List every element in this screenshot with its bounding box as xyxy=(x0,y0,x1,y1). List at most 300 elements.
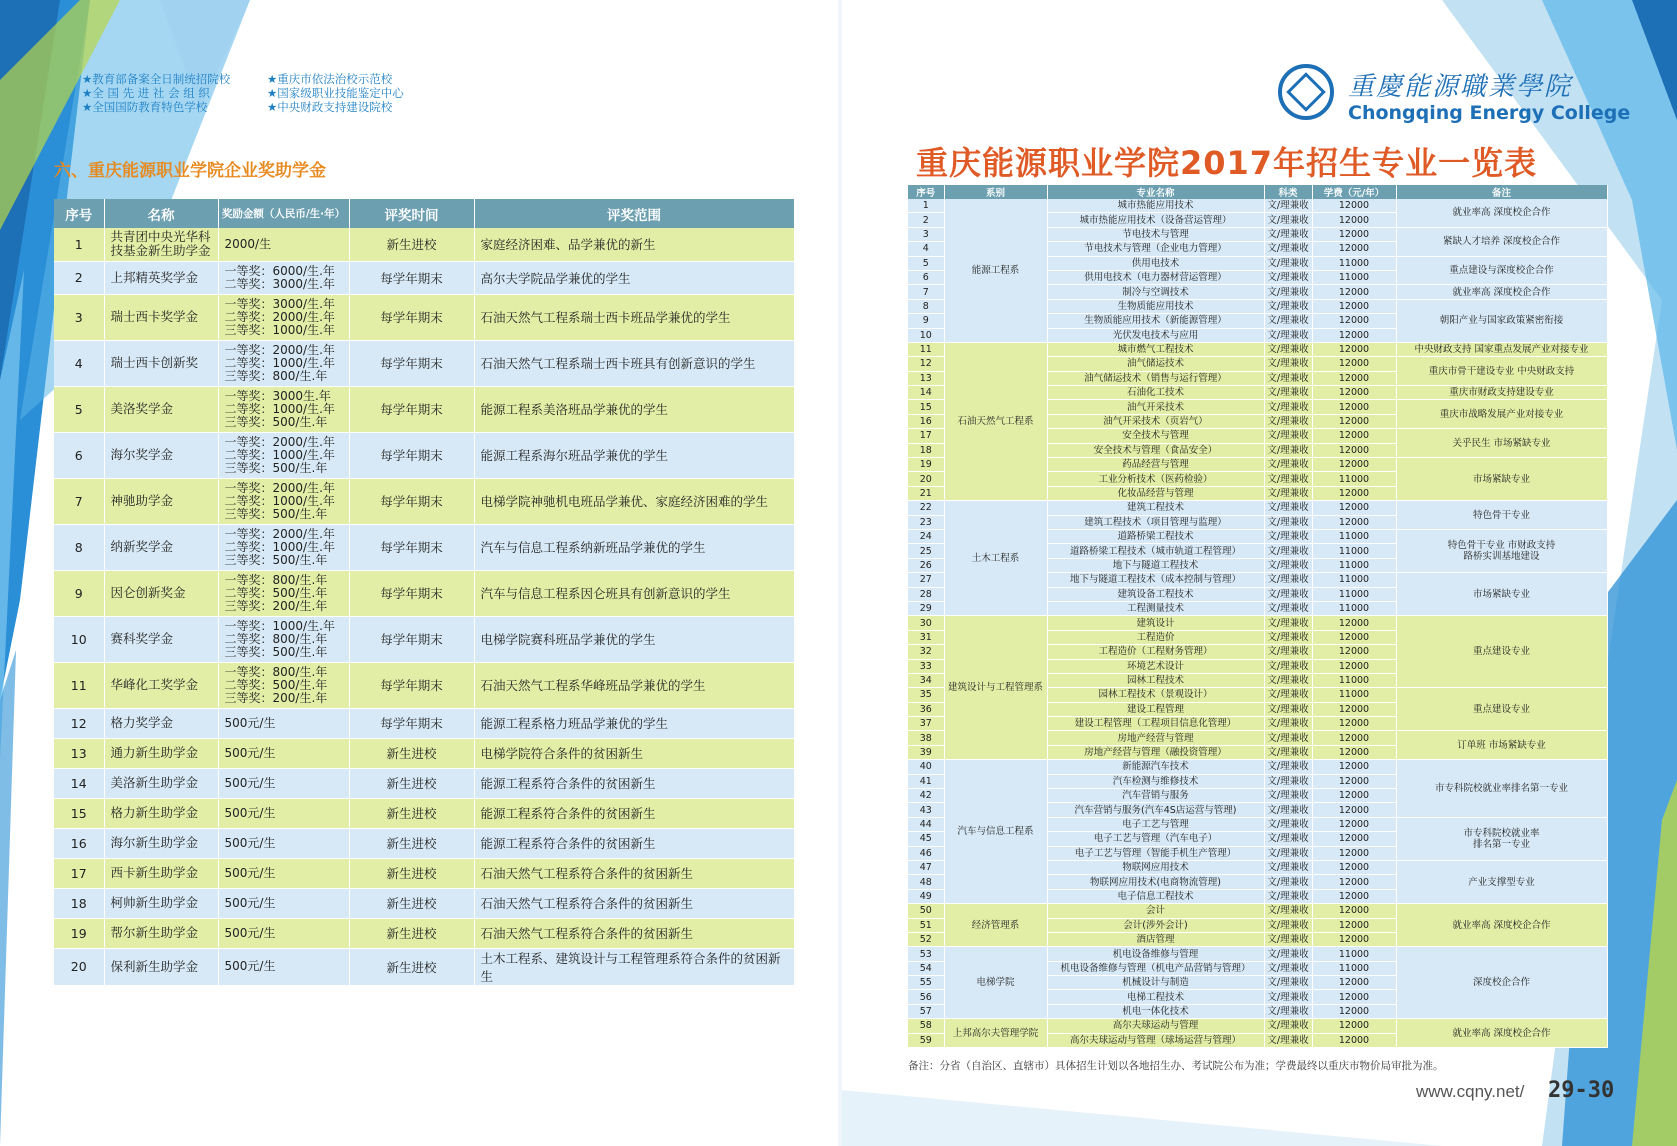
cell-no: 39 xyxy=(908,745,944,759)
cell-tuition: 12000 xyxy=(1312,616,1396,630)
cell-department: 土木工程系 xyxy=(944,501,1047,616)
cell-category: 文/理兼收 xyxy=(1264,429,1312,443)
table-row xyxy=(54,768,794,798)
cell-major: 地下与隧道工程技术 xyxy=(1047,558,1264,572)
cell-department: 电梯学院 xyxy=(944,947,1047,1019)
cell-category: 文/理兼收 xyxy=(1264,1019,1312,1033)
table-row xyxy=(54,738,794,768)
cell-note: 重点建设专业 xyxy=(1396,688,1607,731)
cell-no: 22 xyxy=(908,501,944,515)
cell-major: 物联网应用技术 xyxy=(1047,860,1264,874)
cell-no: 37 xyxy=(908,717,944,731)
cell-major: 电子信息工程技术 xyxy=(1047,889,1264,903)
cell-major: 汽车营销与服务(汽车4S店运营与管理) xyxy=(1047,803,1264,817)
cell-no: 7 xyxy=(908,285,944,299)
cell-note: 重庆市财政支持建设专业 xyxy=(1396,386,1607,400)
cell-tuition: 12000 xyxy=(1312,501,1396,515)
header-name: 名称 xyxy=(104,199,218,228)
cell-time: 每学年期末 xyxy=(349,616,474,662)
table-row xyxy=(54,798,794,828)
cell-category: 文/理兼收 xyxy=(1264,860,1312,874)
cell-no: 16 xyxy=(54,828,104,858)
cell-no: 40 xyxy=(908,760,944,774)
cell-major: 节电技术与管理 xyxy=(1047,227,1264,241)
cell-major: 电子工艺与管理（汽车电子） xyxy=(1047,832,1264,846)
cell-category: 文/理兼收 xyxy=(1264,501,1312,515)
cell-amount: 500元/生 xyxy=(218,828,349,858)
table-row xyxy=(908,1019,1607,1033)
cell-no: 20 xyxy=(54,948,104,985)
cell-major: 汽车检测与维修技术 xyxy=(1047,774,1264,788)
website-url[interactable]: www.cqny.net/ xyxy=(1416,1082,1525,1101)
cell-no: 21 xyxy=(908,486,944,500)
cell-no: 11 xyxy=(908,342,944,356)
cell-no: 3 xyxy=(908,227,944,241)
cell-scope: 能源工程系美洛班品学兼优的学生 xyxy=(474,386,794,432)
cell-scope: 电梯学院神驰机电班品学兼优、家庭经济困难的学生 xyxy=(474,478,794,524)
cell-name: 赛科奖学金 xyxy=(104,616,218,662)
honor-item: ★全 国 先 进 社 会 组 织 xyxy=(82,86,210,100)
college-emblem-icon xyxy=(1278,64,1334,120)
cell-major: 城市热能应用技术（设备营运管理） xyxy=(1047,213,1264,227)
cell-major: 道路桥梁工程技术 xyxy=(1047,529,1264,543)
cell-major: 油气储运技术（销售与运行管理） xyxy=(1047,371,1264,385)
cell-tuition: 12000 xyxy=(1312,846,1396,860)
cell-no: 59 xyxy=(908,1033,944,1047)
cell-no: 8 xyxy=(908,299,944,313)
cell-major: 石油化工技术 xyxy=(1047,386,1264,400)
cell-no: 6 xyxy=(54,432,104,478)
cell-no: 34 xyxy=(908,673,944,687)
cell-major: 机电设备维修与管理 xyxy=(1047,947,1264,961)
cell-no: 58 xyxy=(908,1019,944,1033)
cell-note: 产业支撑型专业 xyxy=(1396,860,1607,903)
cell-scope: 电梯学院符合条件的贫困新生 xyxy=(474,738,794,768)
cell-scope: 电梯学院赛科班品学兼优的学生 xyxy=(474,616,794,662)
table-row xyxy=(54,294,794,340)
header-category: 科类 xyxy=(1264,185,1312,199)
cell-tuition: 11000 xyxy=(1312,256,1396,270)
cell-no: 24 xyxy=(908,529,944,543)
cell-amount: 500元/生 xyxy=(218,888,349,918)
cell-name: 华峰化工奖学金 xyxy=(104,662,218,708)
cell-no: 16 xyxy=(908,414,944,428)
cell-no: 3 xyxy=(54,294,104,340)
cell-scope: 能源工程系海尔班品学兼优的学生 xyxy=(474,432,794,478)
cell-no: 11 xyxy=(54,662,104,708)
cell-major: 建筑设计 xyxy=(1047,616,1264,630)
logo-chinese-name: 重慶能源職業學院 xyxy=(1348,72,1573,102)
cell-major: 供用电技术（电力器材营运管理） xyxy=(1047,270,1264,284)
table-row xyxy=(54,662,794,708)
table-header-row xyxy=(54,199,794,228)
cell-no: 17 xyxy=(54,858,104,888)
cell-scope: 石油天然气工程系华峰班品学兼优的学生 xyxy=(474,662,794,708)
cell-scope: 能源工程系符合条件的贫困新生 xyxy=(474,828,794,858)
cell-no: 4 xyxy=(908,242,944,256)
cell-tuition: 12000 xyxy=(1312,789,1396,803)
cell-tuition: 12000 xyxy=(1312,400,1396,414)
honor-item: ★教育部备案全日制统招院校 xyxy=(82,72,231,86)
cell-major: 电子工艺与管理 xyxy=(1047,817,1264,831)
cell-note: 特色骨干专业 xyxy=(1396,501,1607,530)
cell-major: 城市燃气工程技术 xyxy=(1047,342,1264,356)
cell-amount: 500元/生 xyxy=(218,798,349,828)
cell-tuition: 12000 xyxy=(1312,630,1396,644)
cell-category: 文/理兼收 xyxy=(1264,990,1312,1004)
cell-tuition: 12000 xyxy=(1312,515,1396,529)
cell-time: 每学年期末 xyxy=(349,570,474,616)
cell-major: 油气开采技术 xyxy=(1047,400,1264,414)
header-amount: 奖励金额（人民币/生·年） xyxy=(218,199,349,228)
cell-category: 文/理兼收 xyxy=(1264,314,1312,328)
cell-time: 新生进校 xyxy=(349,828,474,858)
cell-tuition: 11000 xyxy=(1312,573,1396,587)
cell-name: 美洛奖学金 xyxy=(104,386,218,432)
cell-time: 每学年期末 xyxy=(349,708,474,738)
honor-item: ★重庆市依法治校示范校 xyxy=(267,72,393,86)
cell-tuition: 12000 xyxy=(1312,314,1396,328)
cell-name: 瑞士西卡创新奖 xyxy=(104,340,218,386)
cell-no: 38 xyxy=(908,731,944,745)
cell-category: 文/理兼收 xyxy=(1264,889,1312,903)
cell-note: 紧缺人才培养 深度校企合作 xyxy=(1396,227,1607,256)
cell-no: 5 xyxy=(908,256,944,270)
cell-note: 市专科院校就业率排名第一专业 xyxy=(1396,760,1607,818)
cell-major: 安全技术与管理 xyxy=(1047,429,1264,443)
table-row xyxy=(908,904,1607,918)
table-row xyxy=(54,858,794,888)
cell-amount: 一等奖：6000/生.年 二等奖：3000/生.年 xyxy=(218,261,349,294)
header-note: 备注 xyxy=(1396,185,1607,199)
cell-name: 美洛新生助学金 xyxy=(104,768,218,798)
cell-time: 每学年期末 xyxy=(349,662,474,708)
cell-no: 17 xyxy=(908,429,944,443)
cell-tuition: 12000 xyxy=(1312,875,1396,889)
cell-category: 文/理兼收 xyxy=(1264,789,1312,803)
header-major: 专业名称 xyxy=(1047,185,1264,199)
cell-major: 安全技术与管理（食品安全） xyxy=(1047,443,1264,457)
cell-major: 制冷与空调技术 xyxy=(1047,285,1264,299)
cell-no: 20 xyxy=(908,472,944,486)
cell-no: 2 xyxy=(54,261,104,294)
table-row xyxy=(908,947,1607,961)
cell-scope: 石油天然气工程系符合条件的贫困新生 xyxy=(474,858,794,888)
cell-no: 19 xyxy=(908,458,944,472)
cell-major: 建设工程管理（工程项目信息化管理） xyxy=(1047,717,1264,731)
left-page xyxy=(0,0,838,1146)
cell-scope: 家庭经济困难、品学兼优的新生 xyxy=(474,228,794,261)
cell-note: 订单班 市场紧缺专业 xyxy=(1396,731,1607,760)
header-time: 评奖时间 xyxy=(349,199,474,228)
cell-category: 文/理兼收 xyxy=(1264,213,1312,227)
cell-no: 12 xyxy=(908,357,944,371)
cell-tuition: 12000 xyxy=(1312,1033,1396,1047)
cell-time: 新生进校 xyxy=(349,738,474,768)
cell-no: 9 xyxy=(54,570,104,616)
cell-no: 6 xyxy=(908,270,944,284)
table-row xyxy=(54,708,794,738)
cell-time: 每学年期末 xyxy=(349,340,474,386)
cell-category: 文/理兼收 xyxy=(1264,846,1312,860)
cell-no: 14 xyxy=(908,386,944,400)
cell-no: 33 xyxy=(908,659,944,673)
cell-tuition: 12000 xyxy=(1312,889,1396,903)
cell-major: 光伏发电技术与应用 xyxy=(1047,328,1264,342)
cell-category: 文/理兼收 xyxy=(1264,1004,1312,1018)
cell-note: 就业率高 深度校企合作 xyxy=(1396,904,1607,947)
cell-amount: 500元/生 xyxy=(218,918,349,948)
cell-name: 海尔新生助学金 xyxy=(104,828,218,858)
cell-category: 文/理兼收 xyxy=(1264,227,1312,241)
cell-scope: 汽车与信息工程系纳新班品学兼优的学生 xyxy=(474,524,794,570)
cell-no: 27 xyxy=(908,573,944,587)
cell-note: 重点建设与深度校企合作 xyxy=(1396,256,1607,285)
page-numbers: 29-30 xyxy=(1548,1078,1615,1103)
cell-note: 市专科院校就业率 排名第一专业 xyxy=(1396,817,1607,860)
cell-amount: 一等奖：2000/生.年 二等奖：1000/生.年 三等奖：500/生.年 xyxy=(218,432,349,478)
cell-category: 文/理兼收 xyxy=(1264,443,1312,457)
cell-amount: 500元/生 xyxy=(218,858,349,888)
cell-department: 上邦高尔夫管理学院 xyxy=(944,1019,1047,1048)
cell-no: 25 xyxy=(908,544,944,558)
cell-category: 文/理兼收 xyxy=(1264,400,1312,414)
table-row xyxy=(54,616,794,662)
cell-note: 中央财政支持 国家重点发展产业对接专业 xyxy=(1396,342,1607,356)
cell-no: 36 xyxy=(908,702,944,716)
cell-major: 物联网应用技术(电商物流管理) xyxy=(1047,875,1264,889)
cell-tuition: 11000 xyxy=(1312,472,1396,486)
cell-no: 10 xyxy=(54,616,104,662)
cell-tuition: 11000 xyxy=(1312,544,1396,558)
cell-category: 文/理兼收 xyxy=(1264,270,1312,284)
cell-no: 8 xyxy=(54,524,104,570)
cell-name: 海尔奖学金 xyxy=(104,432,218,478)
cell-time: 每学年期末 xyxy=(349,261,474,294)
cell-tuition: 12000 xyxy=(1312,803,1396,817)
cell-category: 文/理兼收 xyxy=(1264,932,1312,946)
cell-major: 生物质能应用技术 xyxy=(1047,299,1264,313)
cell-no: 19 xyxy=(54,918,104,948)
table-row xyxy=(908,616,1607,630)
header-tuition: 学费（元/年） xyxy=(1312,185,1396,199)
cell-time: 每学年期末 xyxy=(349,432,474,478)
cell-time: 新生进校 xyxy=(349,858,474,888)
cell-major: 酒店管理 xyxy=(1047,932,1264,946)
cell-tuition: 12000 xyxy=(1312,328,1396,342)
cell-major: 建筑设备工程技术 xyxy=(1047,587,1264,601)
cell-major: 电子工艺与管理（智能手机生产管理） xyxy=(1047,846,1264,860)
cell-note: 市场紧缺专业 xyxy=(1396,458,1607,501)
cell-scope: 高尔夫学院品学兼优的学生 xyxy=(474,261,794,294)
cell-major: 会计(涉外会计) xyxy=(1047,918,1264,932)
cell-name: 柯帅新生助学金 xyxy=(104,888,218,918)
cell-category: 文/理兼收 xyxy=(1264,774,1312,788)
cell-scope: 土木工程系、建筑设计与工程管理系符合条件的贫困新生 xyxy=(474,948,794,985)
cell-major: 房地产经营与管理（融投资管理） xyxy=(1047,745,1264,759)
cell-tuition: 11000 xyxy=(1312,673,1396,687)
cell-category: 文/理兼收 xyxy=(1264,630,1312,644)
cell-tuition: 12000 xyxy=(1312,774,1396,788)
table-row xyxy=(54,524,794,570)
cell-category: 文/理兼收 xyxy=(1264,616,1312,630)
cell-name: 格力新生助学金 xyxy=(104,798,218,828)
cell-no: 4 xyxy=(54,340,104,386)
table-row xyxy=(54,261,794,294)
cell-no: 47 xyxy=(908,860,944,874)
cell-no: 7 xyxy=(54,478,104,524)
cell-no: 54 xyxy=(908,961,944,975)
cell-tuition: 12000 xyxy=(1312,242,1396,256)
cell-category: 文/理兼收 xyxy=(1264,659,1312,673)
logo-english-name: Chongqing Energy College xyxy=(1348,102,1631,124)
cell-no: 55 xyxy=(908,976,944,990)
cell-no: 9 xyxy=(908,314,944,328)
cell-category: 文/理兼收 xyxy=(1264,299,1312,313)
cell-major: 药品经营与管理 xyxy=(1047,458,1264,472)
cell-category: 文/理兼收 xyxy=(1264,976,1312,990)
cell-tuition: 12000 xyxy=(1312,1004,1396,1018)
cell-tuition: 12000 xyxy=(1312,659,1396,673)
cell-amount: 一等奖：2000/生.年 二等奖：1000/生.年 三等奖：500/生.年 xyxy=(218,524,349,570)
cell-category: 文/理兼收 xyxy=(1264,573,1312,587)
cell-tuition: 12000 xyxy=(1312,458,1396,472)
honor-item: ★全国国防教育特色学校 xyxy=(82,100,208,114)
cell-note: 特色骨干专业 市财政支持 路桥实训基地建设 xyxy=(1396,529,1607,572)
cell-no: 42 xyxy=(908,789,944,803)
cell-category: 文/理兼收 xyxy=(1264,601,1312,615)
cell-category: 文/理兼收 xyxy=(1264,702,1312,716)
cell-amount: 500元/生 xyxy=(218,768,349,798)
cell-no: 35 xyxy=(908,688,944,702)
cell-tuition: 12000 xyxy=(1312,745,1396,759)
cell-category: 文/理兼收 xyxy=(1264,529,1312,543)
college-logo xyxy=(1278,64,1658,128)
cell-name: 帮尔新生助学金 xyxy=(104,918,218,948)
cell-category: 文/理兼收 xyxy=(1264,918,1312,932)
table-row xyxy=(908,342,1607,356)
cell-name: 西卡新生助学金 xyxy=(104,858,218,888)
cell-no: 10 xyxy=(908,328,944,342)
cell-name: 纳新奖学金 xyxy=(104,524,218,570)
cell-tuition: 12000 xyxy=(1312,760,1396,774)
table-row xyxy=(908,760,1607,774)
header-scope: 评奖范围 xyxy=(474,199,794,228)
footnote: 备注：分省（自治区、直辖市）具体招生计划以各地招生办、考试院公布为准；学费最终以重庆市物价局审批为准。 xyxy=(908,1060,1444,1072)
cell-major: 建设工程管理 xyxy=(1047,702,1264,716)
cell-tuition: 12000 xyxy=(1312,1019,1396,1033)
cell-category: 文/理兼收 xyxy=(1264,947,1312,961)
cell-major: 电梯工程技术 xyxy=(1047,990,1264,1004)
cell-category: 文/理兼收 xyxy=(1264,645,1312,659)
cell-tuition: 12000 xyxy=(1312,371,1396,385)
table-row xyxy=(54,478,794,524)
cell-category: 文/理兼收 xyxy=(1264,688,1312,702)
cell-department: 石油天然气工程系 xyxy=(944,342,1047,500)
cell-scope: 石油天然气工程系瑞士西卡班品学兼优的学生 xyxy=(474,294,794,340)
cell-scope: 能源工程系符合条件的贫困新生 xyxy=(474,768,794,798)
cell-note: 重庆市战略发展产业对接专业 xyxy=(1396,400,1607,429)
cell-no: 18 xyxy=(908,443,944,457)
table-row xyxy=(54,386,794,432)
cell-no: 2 xyxy=(908,213,944,227)
cell-no: 56 xyxy=(908,990,944,1004)
cell-amount: 一等奖：2000/生.年 二等奖：1000/生.年 三等奖：500/生.年 xyxy=(218,478,349,524)
cell-no: 43 xyxy=(908,803,944,817)
cell-name: 保利新生助学金 xyxy=(104,948,218,985)
cell-tuition: 11000 xyxy=(1312,529,1396,543)
cell-major: 化妆品经营与管理 xyxy=(1047,486,1264,500)
cell-category: 文/理兼收 xyxy=(1264,342,1312,356)
cell-note: 深度校企合作 xyxy=(1396,947,1607,1019)
cell-time: 新生进校 xyxy=(349,918,474,948)
cell-tuition: 12000 xyxy=(1312,976,1396,990)
cell-department: 汽车与信息工程系 xyxy=(944,760,1047,904)
cell-category: 文/理兼收 xyxy=(1264,544,1312,558)
cell-no: 49 xyxy=(908,889,944,903)
cell-amount: 2000/生 xyxy=(218,228,349,261)
header-department: 系别 xyxy=(944,185,1047,199)
cell-department: 建筑设计与工程管理系 xyxy=(944,616,1047,760)
cell-amount: 一等奖：1000/生.年 二等奖：800/生.年 三等奖：500/生.年 xyxy=(218,616,349,662)
cell-time: 新生进校 xyxy=(349,948,474,985)
cell-major: 地下与隧道工程技术（成本控制与管理） xyxy=(1047,573,1264,587)
cell-no: 51 xyxy=(908,918,944,932)
cell-no: 32 xyxy=(908,645,944,659)
cell-no: 29 xyxy=(908,601,944,615)
cell-tuition: 12000 xyxy=(1312,860,1396,874)
cell-category: 文/理兼收 xyxy=(1264,558,1312,572)
cell-no: 30 xyxy=(908,616,944,630)
cell-major: 建筑工程技术 xyxy=(1047,501,1264,515)
cell-name: 共青团中央光华科 技基金新生助学金 xyxy=(104,228,218,261)
table-header-row xyxy=(908,185,1607,199)
cell-tuition: 12000 xyxy=(1312,414,1396,428)
cell-no: 44 xyxy=(908,817,944,831)
cell-amount: 500元/生 xyxy=(218,948,349,985)
cell-category: 文/理兼收 xyxy=(1264,745,1312,759)
cell-tuition: 12000 xyxy=(1312,645,1396,659)
cell-major: 城市热能应用技术 xyxy=(1047,199,1264,213)
table-row xyxy=(54,432,794,478)
table-row xyxy=(908,199,1607,213)
cell-tuition: 12000 xyxy=(1312,918,1396,932)
cell-name: 因仑创新奖金 xyxy=(104,570,218,616)
cell-tuition: 12000 xyxy=(1312,702,1396,716)
cell-no: 50 xyxy=(908,904,944,918)
cell-time: 每学年期末 xyxy=(349,294,474,340)
cell-note: 市场紧缺专业 xyxy=(1396,573,1607,616)
cell-time: 每学年期末 xyxy=(349,524,474,570)
cell-major: 供用电技术 xyxy=(1047,256,1264,270)
cell-category: 文/理兼收 xyxy=(1264,587,1312,601)
cell-category: 文/理兼收 xyxy=(1264,285,1312,299)
cell-major: 机械设计与制造 xyxy=(1047,976,1264,990)
cell-tuition: 12000 xyxy=(1312,386,1396,400)
cell-no: 23 xyxy=(908,515,944,529)
cell-category: 文/理兼收 xyxy=(1264,817,1312,831)
cell-category: 文/理兼收 xyxy=(1264,199,1312,213)
cell-category: 文/理兼收 xyxy=(1264,515,1312,529)
cell-category: 文/理兼收 xyxy=(1264,472,1312,486)
cell-major: 园林工程技术（景观设计） xyxy=(1047,688,1264,702)
honor-item: ★中央财政支持建设院校 xyxy=(267,100,393,114)
cell-category: 文/理兼收 xyxy=(1264,760,1312,774)
cell-category: 文/理兼收 xyxy=(1264,961,1312,975)
cell-no: 41 xyxy=(908,774,944,788)
cell-no: 53 xyxy=(908,947,944,961)
cell-category: 文/理兼收 xyxy=(1264,875,1312,889)
